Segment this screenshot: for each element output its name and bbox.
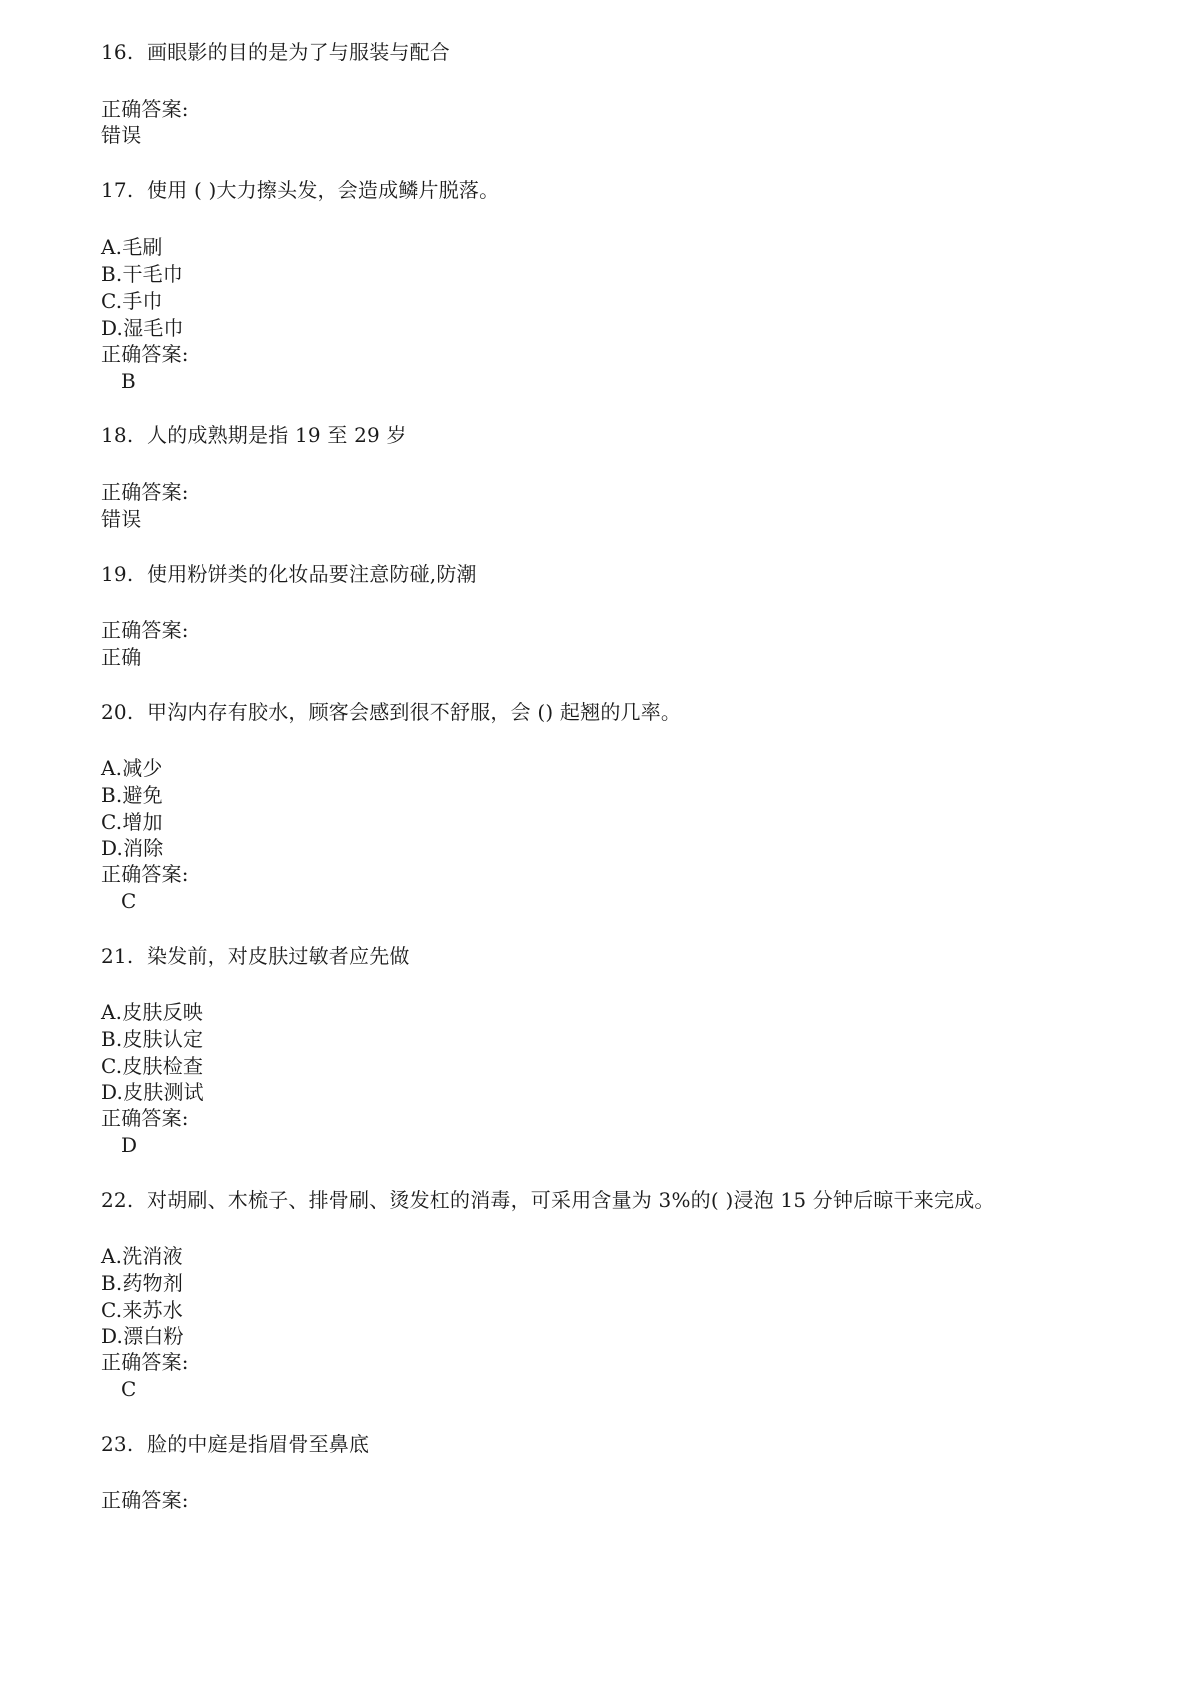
answer-label: 正确答案: bbox=[101, 1488, 189, 1512]
option-c: C.手巾 bbox=[101, 289, 163, 313]
question-22 bbox=[101, 1188, 995, 1212]
answer-label: 正确答案: bbox=[101, 618, 189, 642]
answer-label: 正确答案: bbox=[101, 1350, 189, 1374]
option-c: C.增加 bbox=[101, 810, 163, 834]
answer-value: C bbox=[121, 1377, 137, 1401]
answer-label: 正确答案: bbox=[101, 1106, 189, 1130]
option-a: A.毛刷 bbox=[101, 235, 163, 259]
answer-value: 正确 bbox=[101, 645, 142, 669]
option-a: A.洗消液 bbox=[101, 1244, 183, 1268]
option-b: B.药物剂 bbox=[101, 1271, 184, 1295]
question-number: 20. bbox=[101, 700, 134, 724]
option-c: C.皮肤检查 bbox=[101, 1054, 204, 1078]
question-text: 脸的中庭是指眉骨至鼻底 bbox=[147, 1432, 370, 1456]
question-18 bbox=[101, 423, 407, 447]
question-text: 对胡刷、木梳子、排骨刷、烫发杠的消毒，可采用含量为 3%的( )浸泡 15 分钟后晾干来完成。 bbox=[147, 1188, 995, 1212]
question-number: 17. bbox=[101, 178, 134, 202]
question-19 bbox=[101, 562, 477, 586]
answer-label: 正确答案: bbox=[101, 862, 189, 886]
question-21 bbox=[101, 944, 410, 968]
answer-value: 错误 bbox=[101, 123, 142, 147]
option-c: C.来苏水 bbox=[101, 1298, 183, 1322]
answer-label: 正确答案: bbox=[101, 480, 189, 504]
question-16 bbox=[101, 40, 450, 64]
option-b: B.避免 bbox=[101, 783, 163, 807]
question-number: 22. bbox=[101, 1188, 134, 1212]
answer-value: D bbox=[121, 1133, 138, 1157]
answer-label: 正确答案: bbox=[101, 342, 189, 366]
option-a: A.减少 bbox=[101, 756, 163, 780]
question-17 bbox=[101, 178, 499, 202]
question-number: 16. bbox=[101, 40, 134, 64]
question-20 bbox=[101, 700, 681, 724]
answer-label: 正确答案: bbox=[101, 97, 189, 121]
option-d: D.漂白粉 bbox=[101, 1324, 184, 1348]
option-a: A.皮肤反映 bbox=[101, 1000, 204, 1024]
question-number: 18. bbox=[101, 423, 134, 447]
answer-value: 错误 bbox=[101, 507, 142, 531]
option-d: D.皮肤测试 bbox=[101, 1080, 204, 1104]
answer-value: B bbox=[121, 369, 136, 393]
question-number: 19. bbox=[101, 562, 134, 586]
option-d: D.湿毛巾 bbox=[101, 316, 184, 340]
question-text: 画眼影的目的是为了与服装与配合 bbox=[147, 40, 450, 64]
question-text: 染发前，对皮肤过敏者应先做 bbox=[147, 944, 410, 968]
option-b: B.干毛巾 bbox=[101, 262, 184, 286]
option-d: D.消除 bbox=[101, 836, 164, 860]
question-text: 人的成熟期是指 19 至 29 岁 bbox=[147, 423, 407, 447]
option-b: B.皮肤认定 bbox=[101, 1027, 204, 1051]
question-23 bbox=[101, 1432, 369, 1456]
question-text: 使用粉饼类的化妆品要注意防碰,防潮 bbox=[147, 562, 477, 586]
question-text: 使用 ( )大力擦头发，会造成鳞片脱落。 bbox=[147, 178, 500, 202]
question-number: 23. bbox=[101, 1432, 134, 1456]
question-text: 甲沟内存有胶水，顾客会感到很不舒服，会 () 起翘的几率。 bbox=[147, 700, 682, 724]
answer-value: C bbox=[121, 889, 137, 913]
question-number: 21. bbox=[101, 944, 134, 968]
